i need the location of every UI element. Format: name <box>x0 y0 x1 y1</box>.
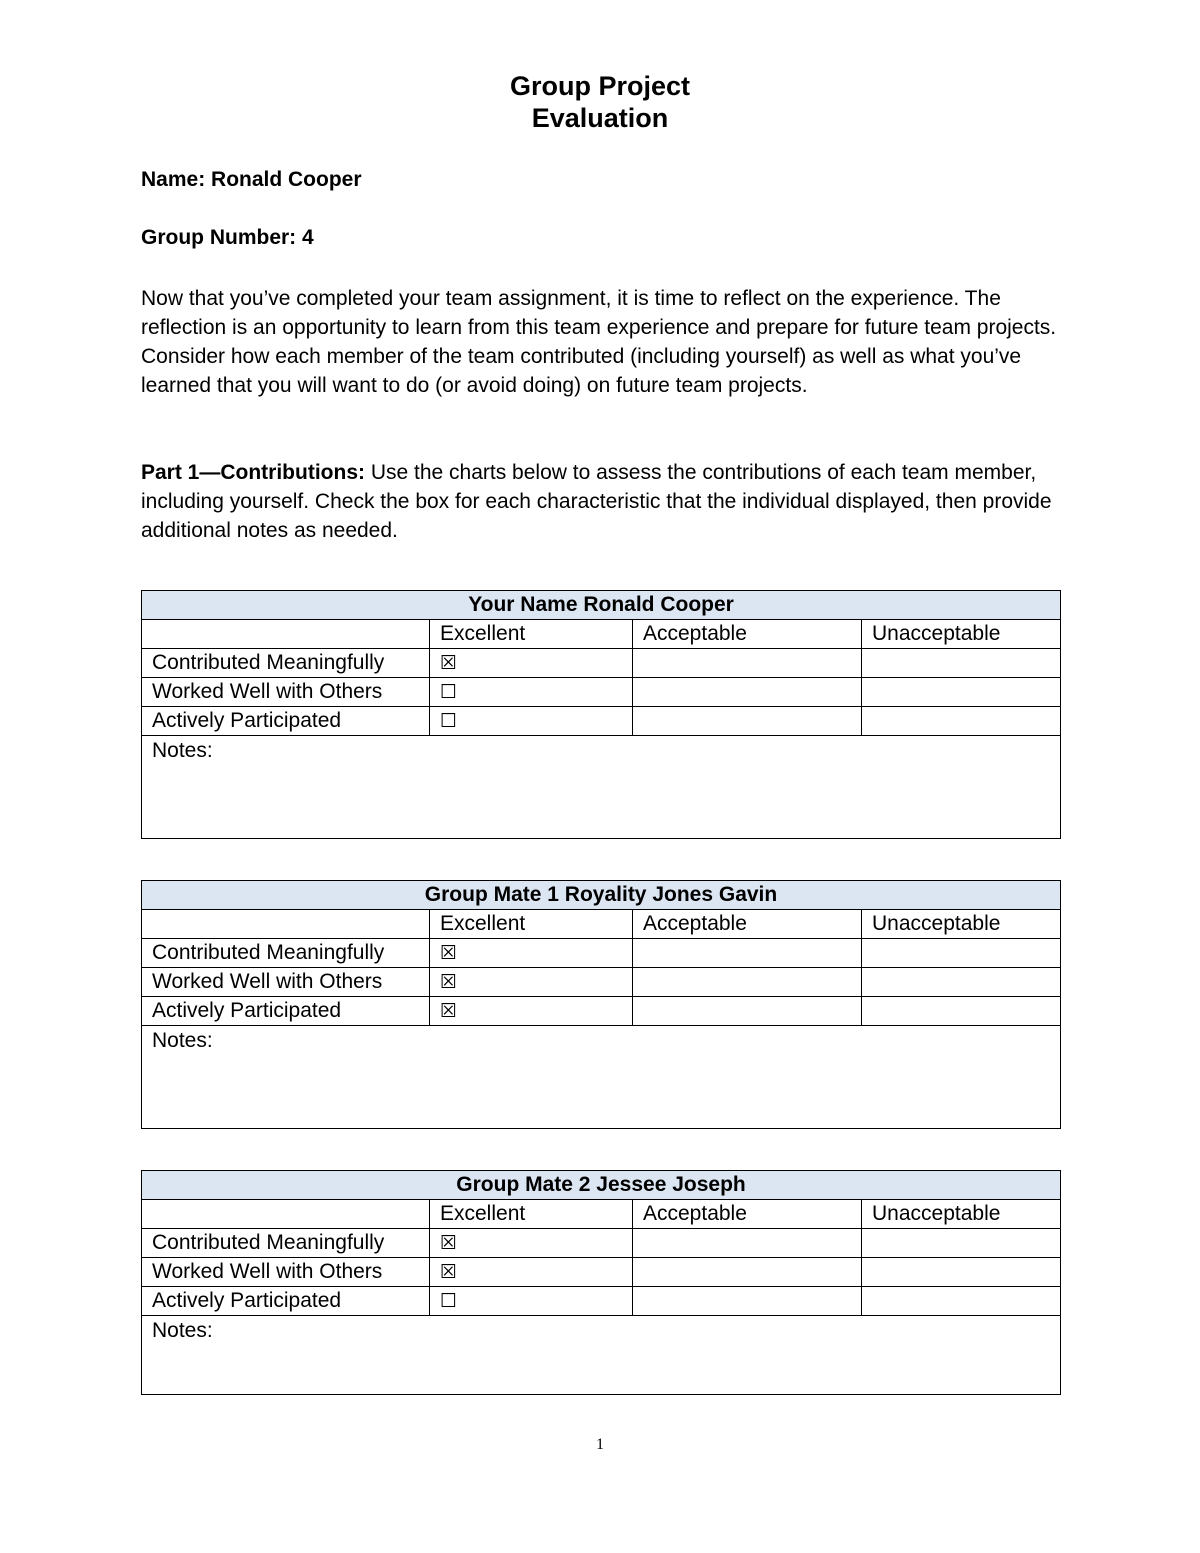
table-row <box>142 1229 1061 1258</box>
table-row <box>142 968 1061 997</box>
column-unacceptable: Unacceptable <box>862 620 1061 649</box>
acceptable-cell <box>633 678 862 707</box>
name-field: Name: Ronald Cooper <box>141 168 362 191</box>
document-subtitle: Evaluation <box>531 103 669 133</box>
checkbox-checked-icon[interactable]: ☒ <box>440 971 458 993</box>
checkbox-checked-icon[interactable]: ☒ <box>440 1000 458 1022</box>
part1-text: Use the charts below to assess the contributions of each team member, including yourself. Check the box for each characteristic that the individual displayed, then provide additional notes as needed. <box>141 461 1052 542</box>
criterion-label: Actively Participated <box>142 997 430 1026</box>
evaluation-table-group-mate-2 <box>141 1170 1061 1395</box>
empty-cell <box>142 910 430 939</box>
evaluation-table-group-mate-1 <box>141 880 1061 1129</box>
criterion-label: Contributed Meaningfully <box>142 939 430 968</box>
notes-field[interactable]: Notes: <box>142 1026 1061 1129</box>
table-header: Group Mate 2 Jessee Joseph <box>142 1171 1061 1200</box>
part1-paragraph <box>141 458 1071 545</box>
intro-paragraph: Now that you’ve completed your team assignment, it is time to reflect on the experience. The reflection is an opportunity to learn from this team experience and prepare for future team projects. Consider how each member of the team contributed (including yourself) as well as what you’ve learned that you will want to do (or avoid doing) on future team projects. <box>141 287 1057 397</box>
part1-label: Part 1—Contributions: <box>141 461 365 484</box>
notes-field[interactable]: Notes: <box>142 1316 1061 1395</box>
table-row <box>142 678 1061 707</box>
column-acceptable: Acceptable <box>633 1200 862 1229</box>
unacceptable-cell <box>862 997 1061 1026</box>
acceptable-cell <box>633 939 862 968</box>
page-number: 1 <box>596 1436 604 1453</box>
checkbox-unchecked-icon[interactable]: ☐ <box>440 710 458 732</box>
table-row <box>142 997 1061 1026</box>
table-row <box>142 1287 1061 1316</box>
unacceptable-cell <box>862 707 1061 736</box>
column-unacceptable: Unacceptable <box>862 910 1061 939</box>
acceptable-cell <box>633 1287 862 1316</box>
criterion-label: Worked Well with Others <box>142 1258 430 1287</box>
acceptable-cell <box>633 1258 862 1287</box>
table-row <box>142 939 1061 968</box>
column-excellent: Excellent <box>430 620 633 649</box>
unacceptable-cell <box>862 678 1061 707</box>
unacceptable-cell <box>862 1229 1061 1258</box>
acceptable-cell <box>633 968 862 997</box>
column-acceptable: Acceptable <box>633 620 862 649</box>
unacceptable-cell <box>862 649 1061 678</box>
checkbox-unchecked-icon[interactable]: ☐ <box>440 681 458 703</box>
column-excellent: Excellent <box>430 910 633 939</box>
criterion-label: Actively Participated <box>142 1287 430 1316</box>
checkbox-checked-icon[interactable]: ☒ <box>440 652 458 674</box>
checkbox-checked-icon[interactable]: ☒ <box>440 1261 458 1283</box>
criterion-label: Contributed Meaningfully <box>142 649 430 678</box>
acceptable-cell <box>633 707 862 736</box>
column-excellent: Excellent <box>430 1200 633 1229</box>
evaluation-table-self <box>141 590 1061 839</box>
unacceptable-cell <box>862 1287 1061 1316</box>
checkbox-unchecked-icon[interactable]: ☐ <box>440 1290 458 1312</box>
table-row <box>142 1258 1061 1287</box>
criterion-label: Actively Participated <box>142 707 430 736</box>
acceptable-cell <box>633 997 862 1026</box>
criterion-label: Worked Well with Others <box>142 968 430 997</box>
notes-field[interactable]: Notes: <box>142 736 1061 839</box>
table-row <box>142 707 1061 736</box>
empty-cell <box>142 1200 430 1229</box>
criterion-label: Worked Well with Others <box>142 678 430 707</box>
document-title: Group Project <box>509 71 691 101</box>
acceptable-cell <box>633 1229 862 1258</box>
empty-cell <box>142 620 430 649</box>
criterion-label: Contributed Meaningfully <box>142 1229 430 1258</box>
unacceptable-cell <box>862 968 1061 997</box>
checkbox-checked-icon[interactable]: ☒ <box>440 942 458 964</box>
unacceptable-cell <box>862 1258 1061 1287</box>
unacceptable-cell <box>862 939 1061 968</box>
acceptable-cell <box>633 649 862 678</box>
column-unacceptable: Unacceptable <box>862 1200 1061 1229</box>
column-acceptable: Acceptable <box>633 910 862 939</box>
table-header: Your Name Ronald Cooper <box>142 591 1061 620</box>
group-number-field: Group Number: 4 <box>141 226 314 249</box>
table-row <box>142 649 1061 678</box>
table-header: Group Mate 1 Royality Jones Gavin <box>142 881 1061 910</box>
checkbox-checked-icon[interactable]: ☒ <box>440 1232 458 1254</box>
